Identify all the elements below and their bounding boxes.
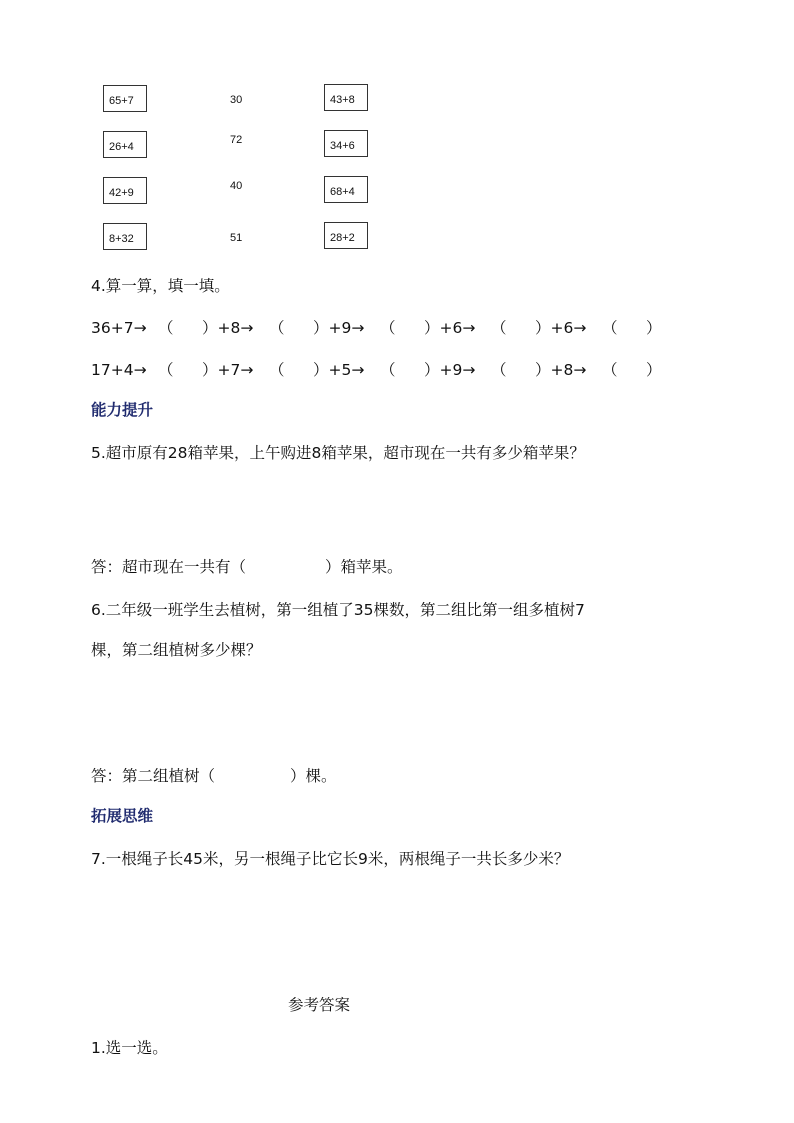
right-expression-box: 28+2 xyxy=(324,222,368,249)
chain-step: ）+9→ xyxy=(424,361,476,379)
left-expression-box: 8+32 xyxy=(103,223,147,250)
q6-answer-prefix: 答：第二组植树（ xyxy=(91,767,216,785)
q4-chain-row-2 xyxy=(91,358,662,380)
q4-chain-row-1 xyxy=(91,316,662,338)
middle-number: 51 xyxy=(230,232,243,244)
q6-answer-suffix: ）棵。 xyxy=(290,767,337,785)
q6-text-line-1: 6.二年级一班学生去植树，第一组植了35棵数，第二组比第一组多植树7 xyxy=(91,601,585,619)
blank-open: （ xyxy=(158,361,174,379)
chain-step: ）+7→ xyxy=(202,361,254,379)
blank-open: （ xyxy=(158,319,174,337)
right-expression-box: 68+4 xyxy=(324,176,368,203)
blank-open: （ xyxy=(269,319,285,337)
blank-open: （ xyxy=(602,319,618,337)
chain-step: ）+6→ xyxy=(424,319,476,337)
q6-text-line-2: 棵，第二组植树多少棵？ xyxy=(91,641,262,659)
chain-step: ）+8→ xyxy=(535,361,587,379)
blank-open: （ xyxy=(269,361,285,379)
middle-number: 40 xyxy=(230,180,243,192)
chain-step: ）+6→ xyxy=(535,319,587,337)
blank-open: （ xyxy=(491,319,507,337)
left-expression-box: 42+9 xyxy=(103,177,147,204)
blank-open: （ xyxy=(380,361,396,379)
blank-open: （ xyxy=(491,361,507,379)
right-expression-box: 34+6 xyxy=(324,130,368,157)
chain-step: ）+5→ xyxy=(313,361,365,379)
middle-number: 30 xyxy=(230,94,243,106)
blank-close: ） xyxy=(646,319,662,337)
blank-close: ） xyxy=(646,361,662,379)
chain-step: ）+8→ xyxy=(202,319,254,337)
left-expression-box: 26+4 xyxy=(103,131,147,158)
q5-text: 5.超市原有28箱苹果，上午购进8箱苹果，超市现在一共有多少箱苹果？ xyxy=(91,444,585,462)
chain-start: 17+4→ xyxy=(91,361,147,379)
section-heading-ability: 能力提升 xyxy=(91,401,154,419)
blank-open: （ xyxy=(602,361,618,379)
left-expression-box: 65+7 xyxy=(103,85,147,112)
q7-text: 7.一根绳子长45米，另一根绳子比它长9米，两根绳子一共长多少米？ xyxy=(91,850,570,868)
q4-title: 4.算一算，填一填。 xyxy=(91,277,230,295)
q5-answer-prefix: 答：超市现在一共有（ xyxy=(91,558,247,576)
reference-item-1: 1.选一选。 xyxy=(91,1039,168,1057)
section-heading-extend: 拓展思维 xyxy=(91,807,154,825)
chain-step: ）+9→ xyxy=(313,319,365,337)
reference-title: 参考答案 xyxy=(288,996,351,1014)
chain-start: 36+7→ xyxy=(91,319,147,337)
q5-answer-suffix: ）箱苹果。 xyxy=(325,558,403,576)
middle-number: 72 xyxy=(230,134,243,146)
blank-open: （ xyxy=(380,319,396,337)
right-expression-box: 43+8 xyxy=(324,84,368,111)
